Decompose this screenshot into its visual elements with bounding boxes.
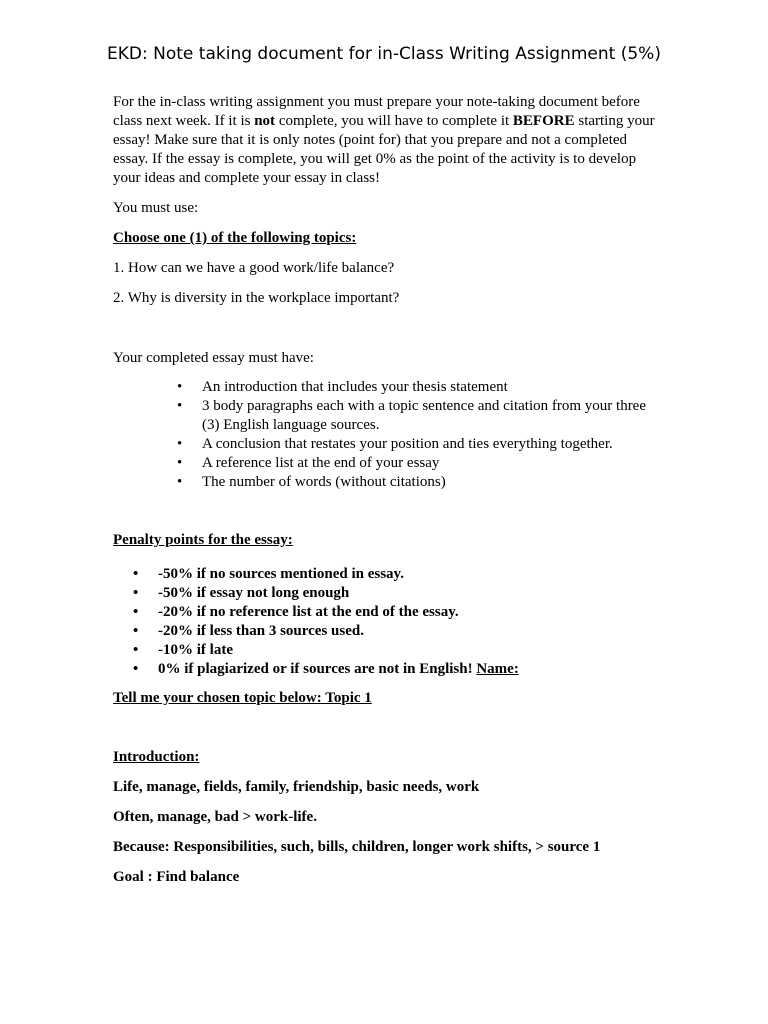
note-line: Life, manage, fields, family, friendship, basic needs, work [113,779,480,795]
penalty-item: • -20% if less than 3 sources used. [113,622,658,641]
spacer [113,492,658,531]
must-use-text: You must use: [113,200,199,216]
intro-emphasis-before: BEFORE [512,113,575,129]
requirement-item: • The number of words (without citations) [113,473,658,492]
essay-requirements-heading: Your completed essay must have: [113,350,314,366]
penalty-item: • -50% if essay not long enough [113,584,658,603]
penalty-item-text: 0% if plagiarized or if sources are not in English! [158,661,473,677]
penalty-item: • -10% if late [113,641,658,660]
note-line: Often, manage, bad > work-life. [113,809,317,825]
topic-item-1: 1. How can we have a good work/life balance? [113,260,395,276]
introduction-heading: Introduction: [113,749,200,765]
topic-item-2: 2. Why is diversity in the workplace important? [113,290,400,306]
penalty-list [113,565,658,679]
chosen-topic-line: Tell me your chosen topic below: Topic 1 [113,690,372,706]
penalty-item: • -20% if no reference list at the end of the essay. [113,603,658,622]
requirement-item: • A conclusion that restates your position and ties everything together. [113,435,658,454]
requirement-item: • 3 body paragraphs each with a topic sentence and citation from your three (3) English language sources. [113,397,658,435]
document-title: EKD: Note taking document for in-Class Writing Assignment (5%) [107,44,661,64]
note-line: Goal : Find balance [113,869,240,885]
name-label: Name: [476,661,519,677]
spacer [113,719,658,748]
intro-paragraph [113,93,658,188]
requirement-item: • An introduction that includes your thesis statement [113,378,658,397]
penalty-heading: Penalty points for the essay: [113,532,293,548]
requirements-list [113,378,658,492]
requirement-item: • A reference list at the end of your essay [113,454,658,473]
intro-emphasis-not: not [254,113,276,129]
penalty-item-last [113,660,658,679]
intro-text-1: For the in-class writing assignment you must prepare your note-taking document before class next week. If it is [113,94,640,129]
spacer [113,319,658,349]
penalty-item: • -50% if no sources mentioned in essay. [113,565,658,584]
intro-text-2: complete, you will have to complete it [275,113,513,129]
topics-heading: Choose one (1) of the following topics: [113,230,357,246]
note-line: Because: Responsibilities, such, bills, children, longer work shifts, > source 1 [113,839,601,855]
document-body [113,93,658,898]
intro-text-3: starting your essay! Make sure that it is only notes (point for) that you prepare and not a completed essay. If the essay is complete, you will get 0% as the point of the activity is to develop your ideas and complete your essay in class! [113,113,655,186]
